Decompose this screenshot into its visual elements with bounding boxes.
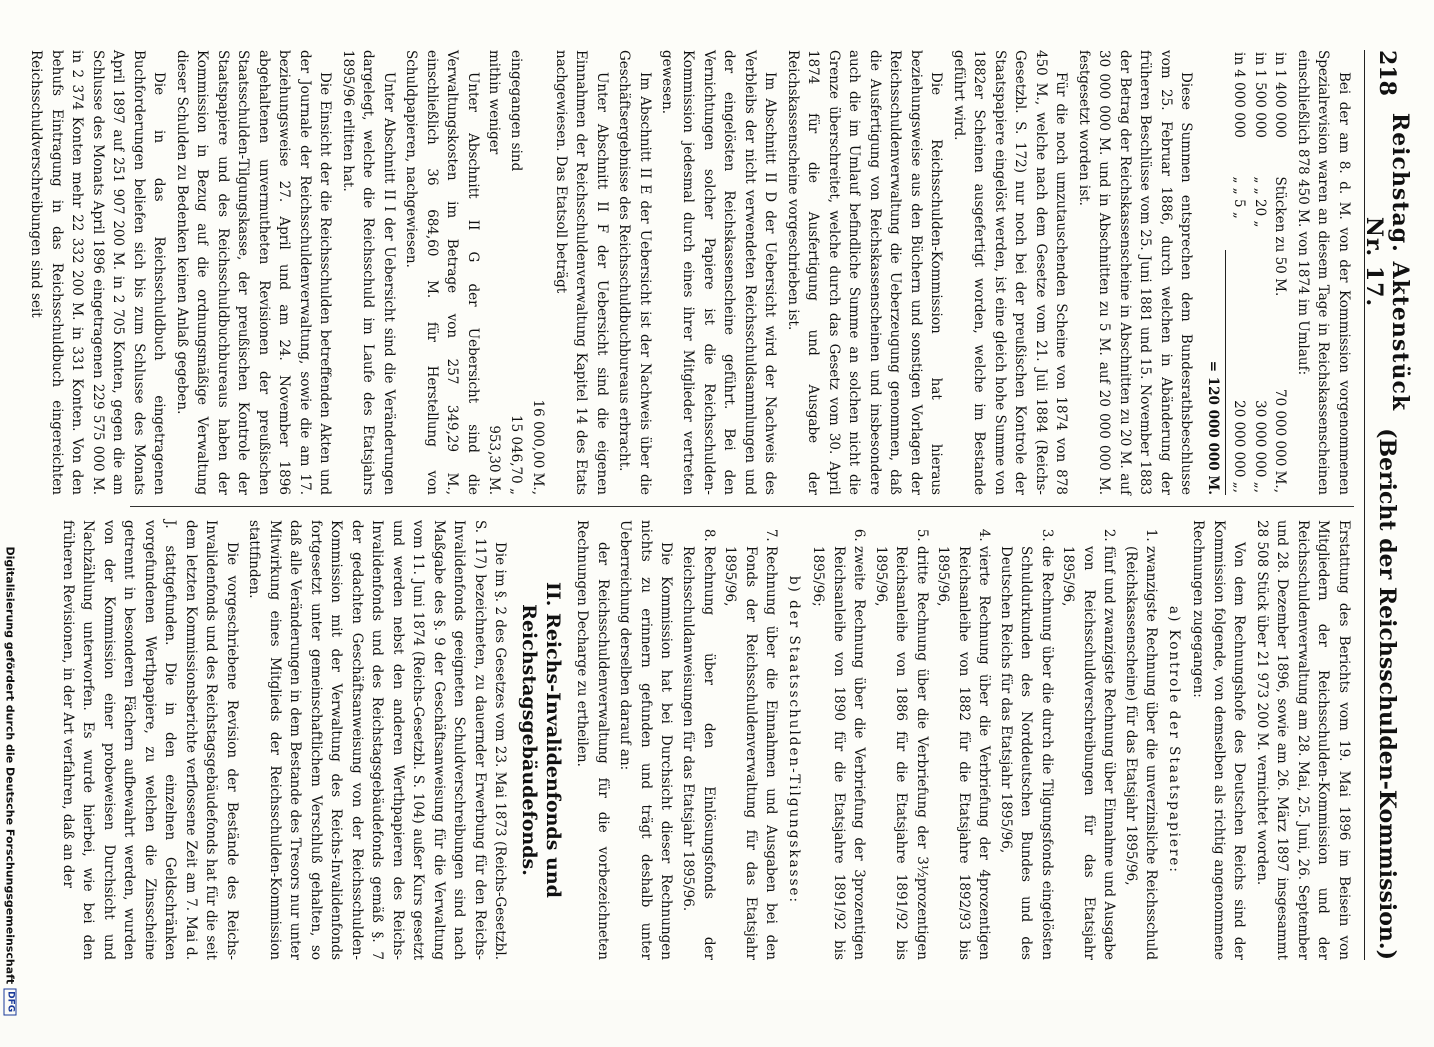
amount-value: 15 046,70 „ (507, 415, 524, 495)
paragraph: Im Abschnitt II D der Uebersicht wird der Nachweis des Verbleibs der nicht verwendeten Reichsschuldsammlungen und der eingelösten Reichskassenscheine geführt. Bei den Vernichtungen solcher Papiere ist die Reichsschulden-Kommission jedesmal durch eines ihrer Mitglieder vertreten gewesen. (659, 50, 779, 495)
list-item: 2. fünf und zwanzigste Rechnung über Einnahme und Ausgabe von Reichsschuldverschreibungen für das Etatsjahr 1895/96, (1058, 546, 1120, 960)
page-number: 218 (1374, 50, 1400, 96)
paragraph: Unter Abschnitt II F der Uebersicht sind die eigenen Einnahmen der Reichsschuldenverwaltung Kapitel 14 des Etats nachgewiesen. Das Etatsoll beträgt (552, 50, 610, 495)
table-row (1270, 50, 1291, 495)
banknote-table (1229, 50, 1291, 495)
amount-etat: 16 000,00 M., (530, 399, 547, 495)
table-cell: 30 000 000 „, (1251, 400, 1268, 493)
section-title: II. Reichs-Invalidenfonds und Reichstagsgebäudefonds. (518, 582, 564, 898)
table-total: = 120 000 000 M. (1202, 250, 1226, 495)
right-column (59, 520, 1354, 961)
table-cell: in 1 500 000 (1251, 52, 1268, 139)
paragraph: Von dem Rechnungshofe des Deutschen Reichs sind der Kommission folgende, von demselben als richtig angenommene Rechnungen zugegangen: (1190, 520, 1248, 960)
footer-text: Digitalisierung gefördert durch die Deutsche Forschungsgemeinschaft (3, 546, 17, 985)
list-item: 3. die Rechnung über die durch die Tilgungsfonds eingelösten Schuldurkunden des Norddeutschen Bundes und des Deutschen Reichs für das Etatsjahr 1895/96, (995, 546, 1057, 960)
list-item: 8. Rechnung über den Einlösungsfonds der Reichsschuldanweisungen für das Etatsjahr 1895/96. (678, 546, 719, 960)
subheading: a) Kontrole der Staatspapiere: (1165, 606, 1182, 874)
left-column (28, 50, 1354, 495)
paragraph: Die Reichsschulden-Kommission hat hieraus beziehungsweise aus den Büchern und sonstigen Vorlagen der Reichsschuldenverwaltung die Ueberzeugung genommen, daß die Ausfertigung von Reichskassenscheinen und insbesondere auch die im Umlauf befindliche Summe an solchen nicht die Grenze überschreitet, welche durch das Gesetz vom 30. April 1874 für die Ausfertigung und Ausgabe der Reichskassenscheine vorgeschrieben ist. (784, 50, 945, 495)
table-row (1229, 50, 1250, 495)
column-divider (130, 506, 1354, 507)
list-b (678, 520, 782, 960)
table-cell: 70 000 000 M., (1272, 389, 1289, 493)
table-cell: in 4 000 000 (1231, 52, 1248, 139)
paragraph: Die Einsicht der die Reichsschulden betreffenden Akten und der Journale der Reichsschuldenverwaltung, sowie die am 17. beziehungsweise 27. April und am 24. November 1896 abgehaltenen unvermutheten Revisionen der preußischen Staatsschulden-Tilgungskasse, der preußischen Kontrole der Staatspapiere und des Reichsschuldbuchbureaus haben der Kommission in Bezug auf die ordnungsmäßige Verwaltung dieser Schulden zu Bedenken keinen Anlaß gegeben. (173, 50, 334, 495)
list-item: 4. vierte Rechnung über die Verbriefung der 4prozentigen Reichsanleihe von 1882 für die Etatsjahre 1892/93 bis 1895/96, (933, 546, 995, 960)
amount-value: 953,30 M. (486, 425, 503, 495)
table-row (1249, 50, 1270, 495)
paragraph: Im Abschnitt II E der Uebersicht ist der Nachweis über die Geschäftsergebnisse des Reichsschuldbuchbureaus erbracht. (616, 50, 653, 495)
list-item: 7. Rechnung über die Einnahmen und Ausgaben bei den Fonds der Reichsschuldenverwaltung für das Etatsjahr 1895/96, (720, 546, 782, 960)
table-cell: Stücken zu 50 M. (1272, 176, 1289, 297)
subheading: b) der Staatsschulden-Tilgungskasse: (785, 575, 802, 905)
paragraph: Unter Abschnitt II I der Uebersicht sind die Veränderungen dargelegt, welche die Reichsschuld im Laufe des Etatsjahrs 1895/96 erlitten hat. (339, 50, 397, 495)
paragraph: Bei der am 8. d. M. von der Kommission vorgenommenen Spezialrevision waren an diesem Tage in Reichskassenscheinen einschließlich 878 450 M. von 1874 im Umlauf: (1294, 50, 1352, 495)
table-cell: „ „ 20 „ (1251, 176, 1268, 228)
paragraph: Für die noch umzutauschenden Scheine von 1874 von 878 450 M., welche nach dem Gesetze vom 21. Juli 1884 (Reichs-Gesetzbl. S. 172) nur noch bei der preußischen Kontrole der Staatspapiere eingelöst werden, ist eine gleich hohe Summe von 1882er Scheinen ausgefertigt worden, welche im Bestande geführt wird. (950, 50, 1070, 495)
paragraph: der Reichsschuldenverwaltung für die vorbezeichneten Rechnungen Decharge zu ertheilen. (574, 520, 611, 960)
table-cell: in 1 400 000 (1272, 52, 1289, 139)
paragraph: Die vorgeschriebene Revision der Bestände des Reichs-Invalidenfonds und des Reichstagsgebäudefonds hat für die seit dem letzten Kommissionsberichte verflossene Zeit am 7. Mai d. J. stattgefunden. Die in den einzelnen Geldschränken vorgefundenen Werthpapiere, zu welchen die Zinsscheine getrennt in besonderen Fächern aufbewahrt werden, wurden von der Kommission einer probeweisen Durchsicht und Nachzählung unterworfen. Es wurde hierbei, wie bei den früheren Revisionen, in der Art verfahren, daß an der (59, 520, 240, 960)
amount-line (484, 50, 505, 495)
amount-line (505, 50, 526, 495)
page-title: Reichstag. Aktenstück Nr. 17. (1361, 112, 1413, 412)
table-cell: „ „ 5 „ (1231, 176, 1248, 219)
list-a (808, 520, 1162, 960)
paragraph: Erstattung des Berichts vom 19. Mai 1896 im Beisein von Mitgliedern der Reichsschulden-Kommission und der Reichsschuldenverwaltung am 28. Mai, 25. Juni, 26. September und 28. Dezember 1896, sowie am 26. März 1897 insgesammt 28 508 Stück über 21 973 200 M. vernichtet worden. (1253, 520, 1352, 960)
paragraph: Die in das Reichsschuldbuch eingetragenen Buchforderungen beliefen sich bis zum Schlusse des Monats April 1897 auf 251 907 200 M. in 2 705 Konten, gegen die am Schlusse des Monats April 1896 eingetragenen 229 575 000 M. in 2 374 Konten mehr 22 332 200 M. in 331 Konten. Von den behufs Eintragung in das Reichsschuldbuch eingereichten Reichsschuldverschreibungen sind seit (28, 50, 168, 495)
paragraph: Unter Abschnitt II G der Uebersicht sind die Verwaltungskosten im Betrage von 257 349,29 M., einschließlich 36 684,60 M. für Herstellung von Schuldpapieren, nachgewiesen. (403, 50, 481, 495)
table-cell: 20 000 000 „, (1231, 400, 1248, 493)
amount-label: eingegangen sind (507, 50, 524, 172)
list-item: 5. dritte Rechnung über die Verbriefung der 3½prozentigen Reichsanleihe von 1886 für die Etatsjahre 1891/92 bis 1895/96, (870, 546, 932, 960)
paragraph: Diese Summen entsprechen dem Bundesrathsbeschlusse vom 25. Februar 1886, durch welchen in Abänderung der früheren Beschlüsse vom 25. Juni 1881 und 15. November 1883 der Betrag der Reichskassenscheine in Abschnitten zu 20 M. auf 30 000 000 M. und in Abschnitten zu 5 M. auf 20 000 000 M. festgesetzt worden ist. (1075, 50, 1195, 495)
list-item: 1. zwanzigste Rechnung über die unverzinsliche Reichsschuld (Reichskassenscheine) für das Etatsjahr 1895/96, (1120, 546, 1161, 960)
paragraph: Die Kommission hat bei Durchsicht dieser Rechnungen nichts zu erinnern gefunden und trägt deshalb unter Ueberreichung derselben darauf an: (617, 520, 675, 960)
amount-label: mithin weniger (486, 50, 503, 155)
page-subtitle: (Bericht der Reichsschulden-Kommission.) (1374, 428, 1400, 960)
list-item: 6. zweite Rechnung über die Verbriefung der 3prozentigen Reichsanleihe von 1890 für die Etatsjahre 1891/92 bis 1895/96; (808, 546, 870, 960)
paragraph: Die im §. 2 des Gesetzes vom 23. Mai 1873 (Reichs-Gesetzbl. S. 117) bezeichneten, zu dauernder Erwerbung für den Reichs-Invalidenfonds geeigneten Schuldverschreibungen sind nach Maßgabe des §. 9 der Geschäftsanweisung für die Verwaltung vom 11. Juni 1874 (Reichs-Gesetzbl. S. 104) außer Kurs gesetzt und werden nebst den anderen Werthpapieren des Reichs-Invalidenfonds und des Reichstagsgebäudefonds gemäß §. 7 der gedachten Geschäftsanweisung von der Reichsschulden-Kommission mit der Verwaltung des Reichs-Invalidenfonds fortgesetzt unter gemeinschaftlichem Verschluß gehalten, so daß alle Veränderungen in dem Bestande des Tresors nur unter Mitwirkung eines Mitglieds der Reichsschulden-Kommission stattfinden. (246, 520, 509, 960)
page-header (1361, 50, 1413, 960)
dfg-logo-icon: DFG (4, 988, 17, 1015)
